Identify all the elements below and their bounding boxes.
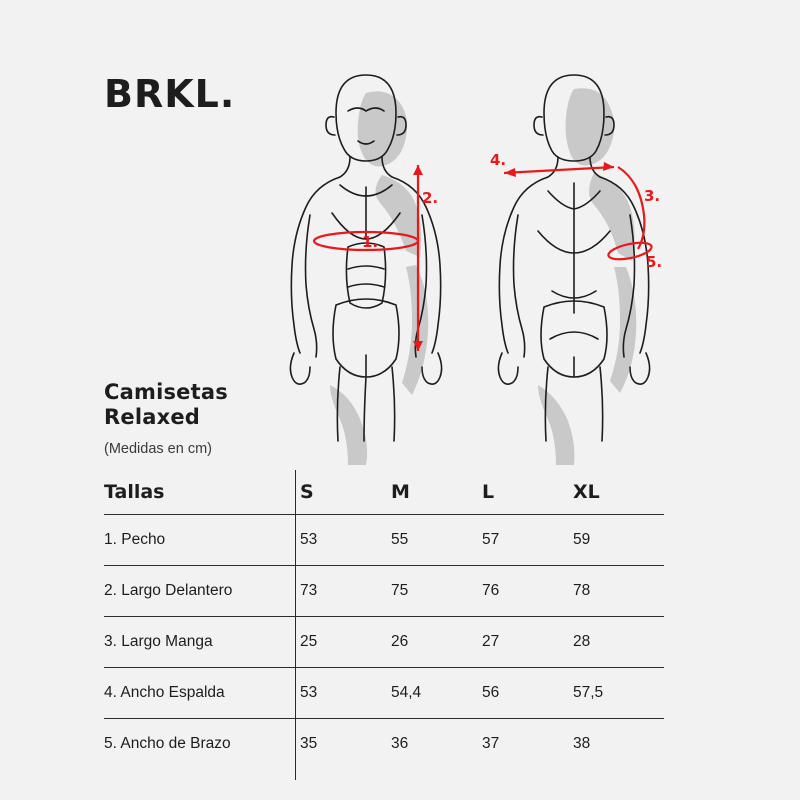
title-block [104,380,304,457]
cell-l: 27 [482,617,573,668]
cell-s: 35 [300,735,318,752]
back-figure [490,75,662,465]
page-title-line1: Camisetas [104,380,228,404]
row-label: 5. Ancho de Brazo [104,735,231,752]
cell-xl: 28 [573,617,664,668]
cell-s: 53 [300,668,391,719]
header-tallas: Tallas [104,470,300,515]
callout-1: 1. [362,233,379,251]
table-row [104,515,664,566]
units-note: (Medidas en cm) [104,440,212,457]
row-label: 4. Ancho Espalda [104,668,300,719]
cell-m: 54,4 [391,668,482,719]
cell-xl: 57,5 [573,668,664,719]
cell-s: 73 [300,566,391,617]
cell-m: 26 [391,617,482,668]
table-row [104,668,664,719]
size-table [104,470,664,769]
page-title-line2: Relaxed [104,404,201,429]
cell-s: 25 [300,617,391,668]
cell-l: 76 [482,566,573,617]
row-label: 2. Largo Delantero [104,566,300,617]
callout-3: 3. [644,187,661,205]
page-title [104,380,304,430]
cell-s: 53 [300,515,391,566]
row-label: 3. Largo Manga [104,617,300,668]
cell-xl: 38 [573,735,591,752]
table-row [104,566,664,617]
cell-l: 56 [482,668,573,719]
measurement-diagram [270,55,720,465]
size-table-wrapper [104,470,664,769]
header-size-xl: XL [573,470,664,515]
row-label: 1. Pecho [104,515,300,566]
cell-xl: 59 [573,515,664,566]
front-figure [290,75,441,465]
header-size-m: M [391,470,482,515]
callout-4: 4. [490,151,507,169]
cell-l: 57 [482,515,573,566]
table-row [104,719,664,770]
table-header-row [104,470,664,515]
cell-m: 55 [391,515,482,566]
cell-xl: 78 [573,566,664,617]
cell-l: 37 [482,735,500,752]
cell-m: 36 [391,735,409,752]
cell-m: 75 [391,566,482,617]
brand-logo: BRKL. [104,72,236,116]
callout-5: 5. [646,253,663,271]
table-row [104,617,664,668]
callout-2: 2. [422,189,439,207]
header-size-s: S [300,470,391,515]
header-size-l: L [482,470,573,515]
